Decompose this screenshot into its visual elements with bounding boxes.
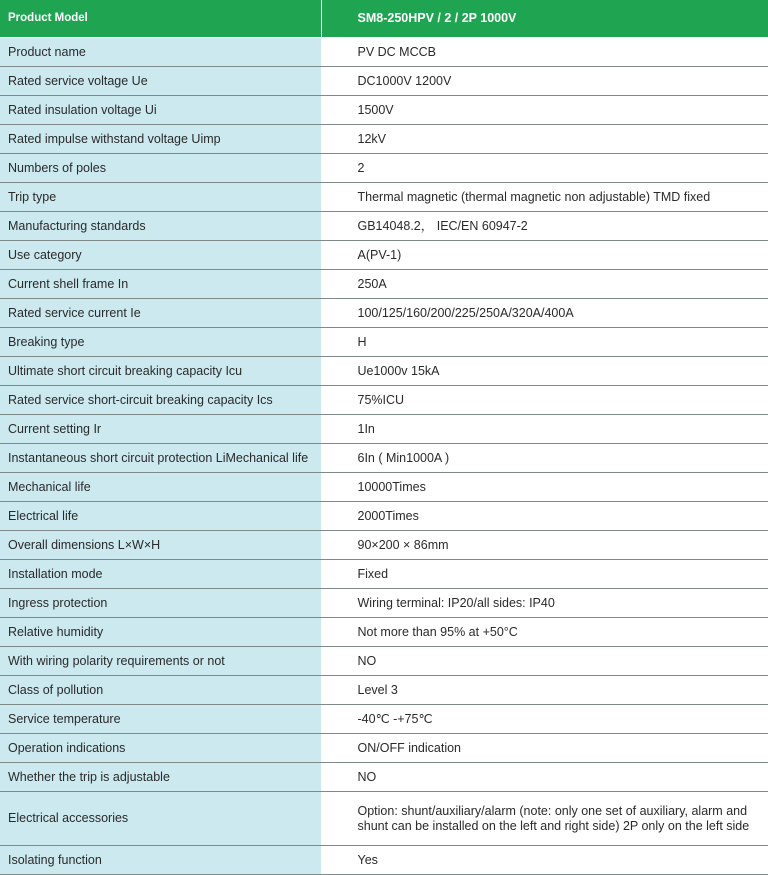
spec-label: Product name — [0, 38, 321, 67]
table-row — [0, 299, 768, 328]
spec-label: Rated impulse withstand voltage Uimp — [0, 125, 321, 154]
table-row — [0, 328, 768, 357]
spec-value: NO — [321, 647, 768, 676]
spec-value: 2000Times — [321, 502, 768, 531]
spec-value: NO — [321, 763, 768, 792]
spec-value: DC1000V 1200V — [321, 67, 768, 96]
table-row — [0, 154, 768, 183]
spec-value: 1500V — [321, 96, 768, 125]
table-row — [0, 96, 768, 125]
spec-label: Whether the trip is adjustable — [0, 763, 321, 792]
spec-value: 10000Times — [321, 473, 768, 502]
header-label: Product Model — [0, 0, 321, 38]
spec-label: Ingress protection — [0, 589, 321, 618]
spec-value: Yes — [321, 846, 768, 875]
spec-label: Manufacturing standards — [0, 212, 321, 241]
spec-value: ON/OFF indication — [321, 734, 768, 763]
spec-label: Rated service short-circuit breaking capacity Ics — [0, 386, 321, 415]
spec-label: Breaking type — [0, 328, 321, 357]
spec-value: 100/125/160/200/225/250A/320A/400A — [321, 299, 768, 328]
table-row — [0, 734, 768, 763]
spec-label: Rated service voltage Ue — [0, 67, 321, 96]
spec-value: Option: shunt/auxiliary/alarm (note: only one set of auxiliary, alarm and shunt can be installed on the left and right side) 2P only on the left side — [321, 792, 768, 846]
spec-label: Installation mode — [0, 560, 321, 589]
table-row — [0, 270, 768, 299]
spec-label: Current shell frame In — [0, 270, 321, 299]
spec-value: 90×200 × 86mm — [321, 531, 768, 560]
spec-label: Overall dimensions L×W×H — [0, 531, 321, 560]
table-row — [0, 38, 768, 67]
table-row — [0, 792, 768, 846]
spec-label: Rated service current Ie — [0, 299, 321, 328]
table-row — [0, 647, 768, 676]
spec-value: 1In — [321, 415, 768, 444]
spec-label: Trip type — [0, 183, 321, 212]
spec-label: Numbers of poles — [0, 154, 321, 183]
table-row — [0, 415, 768, 444]
spec-value: Thermal magnetic (thermal magnetic non adjustable) TMD fixed — [321, 183, 768, 212]
spec-label: Use category — [0, 241, 321, 270]
table-row — [0, 241, 768, 270]
header-value: SM8-250HPV / 2 / 2P 1000V — [321, 0, 768, 38]
spec-label: Relative humidity — [0, 618, 321, 647]
spec-value: -40℃ -+75℃ — [321, 705, 768, 734]
spec-value: PV DC MCCB — [321, 38, 768, 67]
spec-value: 250A — [321, 270, 768, 299]
spec-value: 6In ( Min1000A ) — [321, 444, 768, 473]
spec-label: Isolating function — [0, 846, 321, 875]
table-row — [0, 357, 768, 386]
spec-value: Wiring terminal: IP20/all sides: IP40 — [321, 589, 768, 618]
table-row — [0, 125, 768, 154]
table-row — [0, 676, 768, 705]
table-row — [0, 212, 768, 241]
spec-value: 12kV — [321, 125, 768, 154]
table-row — [0, 444, 768, 473]
spec-label: Service temperature — [0, 705, 321, 734]
spec-label: Electrical life — [0, 502, 321, 531]
table-row — [0, 67, 768, 96]
spec-value: Ue1000v 15kA — [321, 357, 768, 386]
spec-value: 2 — [321, 154, 768, 183]
spec-value: Not more than 95% at +50°C — [321, 618, 768, 647]
table-row — [0, 560, 768, 589]
table-row — [0, 502, 768, 531]
spec-value: GB14048.2， IEC/EN 60947-2 — [321, 212, 768, 241]
table-row — [0, 589, 768, 618]
spec-label: Ultimate short circuit breaking capacity Icu — [0, 357, 321, 386]
spec-label: With wiring polarity requirements or not — [0, 647, 321, 676]
spec-value: H — [321, 328, 768, 357]
table-row — [0, 183, 768, 212]
table-header-row — [0, 0, 768, 38]
table-row — [0, 531, 768, 560]
table-row — [0, 763, 768, 792]
spec-value: Level 3 — [321, 676, 768, 705]
table-row — [0, 386, 768, 415]
table-row — [0, 473, 768, 502]
table-row — [0, 846, 768, 875]
table-row — [0, 705, 768, 734]
spec-label: Instantaneous short circuit protection LiMechanical life — [0, 444, 321, 473]
spec-label: Class of pollution — [0, 676, 321, 705]
spec-label: Mechanical life — [0, 473, 321, 502]
spec-value: Fixed — [321, 560, 768, 589]
spec-value: 75%ICU — [321, 386, 768, 415]
spec-label: Electrical accessories — [0, 792, 321, 846]
spec-label: Current setting Ir — [0, 415, 321, 444]
spec-value: A(PV-1) — [321, 241, 768, 270]
spec-label: Rated insulation voltage Ui — [0, 96, 321, 125]
spec-label: Operation indications — [0, 734, 321, 763]
table-row — [0, 618, 768, 647]
